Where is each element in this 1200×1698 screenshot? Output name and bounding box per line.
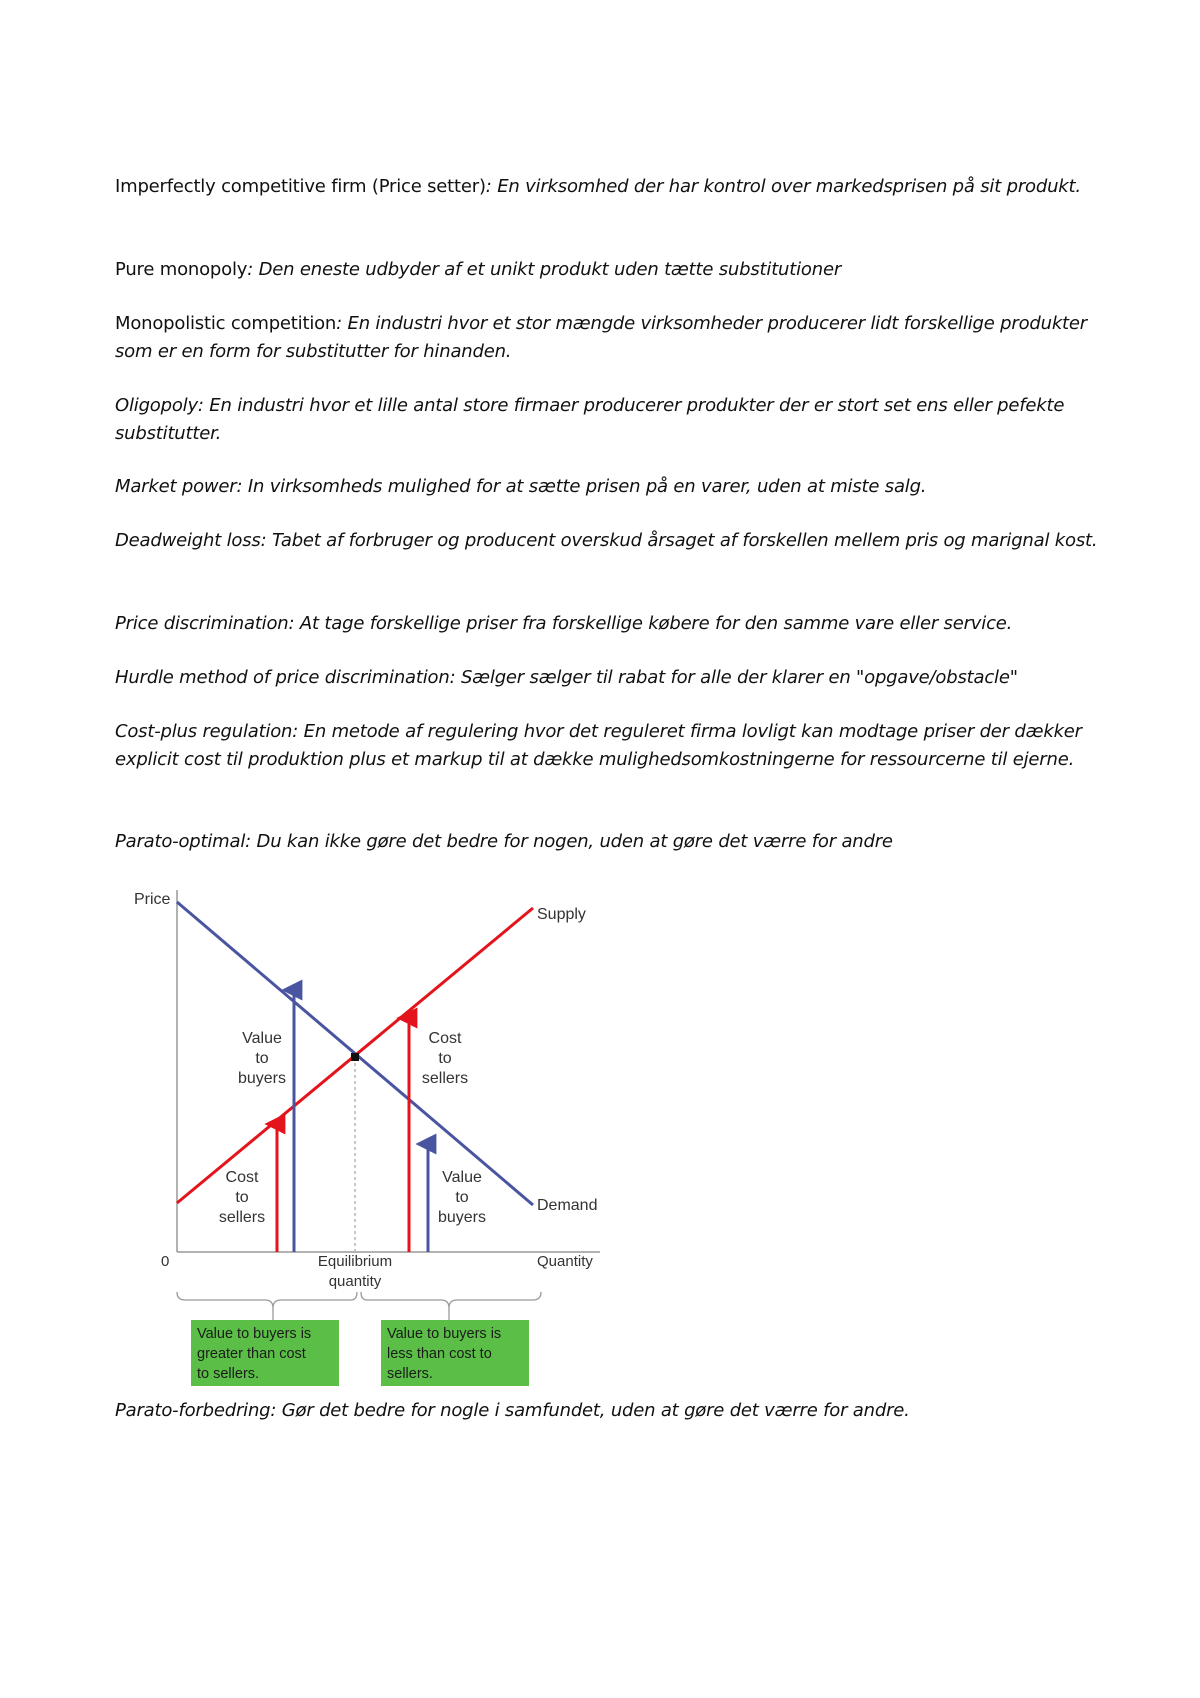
term: Pure monopoly — [115, 259, 248, 280]
term: Monopolistic competition — [115, 313, 337, 334]
definition-deadweight-loss — [115, 527, 1105, 555]
right-value-label-2: to — [455, 1189, 469, 1206]
definition-market-power — [115, 473, 1105, 501]
right-box-line-1: Value to buyers is — [387, 1326, 502, 1342]
right-box-line-3: sellers. — [387, 1366, 433, 1382]
separator: : — [260, 530, 272, 551]
right-cost-label-1: Cost — [428, 1030, 462, 1047]
separator: : — [449, 667, 461, 688]
separator: : — [288, 613, 300, 634]
definition-text: Sælger sælger til rabat for alle der klarer en "opgave/obstacle" — [460, 667, 1018, 688]
term: Imperfectly competitive firm (Price setter) — [115, 176, 486, 197]
definition-pure-monopoly — [115, 256, 1105, 284]
definition-parato-optimal — [115, 828, 1105, 856]
definition-cost-plus-regulation — [115, 718, 1105, 774]
equilibrium-label-1: Equilibrium — [317, 1253, 393, 1270]
separator: : — [270, 1400, 282, 1421]
separator: : — [485, 176, 498, 197]
definition-hurdle-method — [115, 664, 1105, 692]
separator: : — [245, 831, 257, 852]
definition-text: En industri hvor et lille antal store firmaer producerer produkter der er stort set ens eller pefekte substitutter. — [115, 395, 1065, 444]
definition-text: En industri hvor et stor mængde virksomheder producerer lidt forskellige produkter som er en form for substitutter for hinanden. — [115, 313, 1087, 362]
definition-text: En metode af regulering hvor det reguleret firma lovligt kan modtage priser der dækker explicit cost til produktion plus et markup til at dække mulighedsomkostningerne for ressourcerne til ejerne. — [115, 721, 1082, 770]
left-cost-label-3: sellers — [218, 1209, 266, 1226]
term: Cost-plus regulation — [115, 721, 293, 742]
supply-label: Supply — [537, 906, 586, 923]
demand-label: Demand — [537, 1197, 598, 1214]
definition-monopolistic-competition — [115, 310, 1105, 366]
equilibrium-point — [351, 1053, 359, 1061]
separator: : — [236, 476, 248, 497]
y-axis-label: Price — [134, 891, 171, 908]
left-cost-label-2: to — [235, 1189, 249, 1206]
right-cost-label-3: sellers — [421, 1070, 469, 1087]
definition-oligopoly — [115, 392, 1105, 448]
left-brace — [177, 1292, 357, 1308]
term: Parato-forbedring — [115, 1400, 271, 1421]
left-box-line-3: to sellers. — [197, 1366, 260, 1382]
term: Parato-optimal — [115, 831, 246, 852]
separator: : — [247, 259, 259, 280]
supply-demand-figure — [115, 880, 615, 1390]
term: Deadweight loss — [115, 530, 261, 551]
definition-text: In virksomheds mulighed for at sætte prisen på en varer, uden at miste salg. — [247, 476, 927, 497]
definition-text: Du kan ikke gøre det bedre for nogen, uden at gøre det værre for andre — [256, 831, 893, 852]
term: Price discrimination — [115, 613, 289, 634]
separator: : — [292, 721, 304, 742]
definition-text: En virksomhed der har kontrol over markedsprisen på sit produkt. — [497, 176, 1081, 197]
left-value-label-1: Value — [242, 1030, 282, 1047]
definition-parato-forbedring — [115, 1397, 1105, 1425]
equilibrium-label-2: quantity — [328, 1273, 382, 1290]
left-value-label-2: to — [255, 1050, 269, 1067]
term: Hurdle method of price discrimination — [115, 667, 450, 688]
separator: : — [197, 395, 210, 416]
left-value-label-3: buyers — [237, 1070, 287, 1087]
left-box-line-1: Value to buyers is — [197, 1326, 312, 1342]
origin-label: 0 — [161, 1253, 170, 1270]
definition-price-discrimination — [115, 610, 1105, 638]
right-value-label-1: Value — [442, 1169, 482, 1186]
left-cost-label-1: Cost — [225, 1169, 259, 1186]
right-cost-label-2: to — [438, 1050, 452, 1067]
separator: : — [336, 313, 348, 334]
left-box-line-2: greater than cost — [197, 1346, 306, 1362]
term: Market power — [115, 476, 237, 497]
right-value-label-3: buyers — [437, 1209, 487, 1226]
definition-price-setter — [115, 173, 1105, 201]
right-brace — [361, 1292, 541, 1308]
right-box-line-2: less than cost to — [387, 1346, 492, 1362]
definition-text: At tage forskellige priser fra forskellige købere for den samme vare eller service. — [299, 613, 1013, 634]
definition-text: Den eneste udbyder af et unikt produkt uden tætte substitutioner — [258, 259, 842, 280]
term: Oligopoly — [115, 395, 198, 416]
definition-text: Tabet af forbruger og producent overskud årsaget af forskellen mellem pris og marignal kost. — [271, 530, 1098, 551]
x-axis-label: Quantity — [537, 1253, 593, 1270]
definition-text: Gør det bedre for nogle i samfundet, uden at gøre det værre for andre. — [281, 1400, 910, 1421]
